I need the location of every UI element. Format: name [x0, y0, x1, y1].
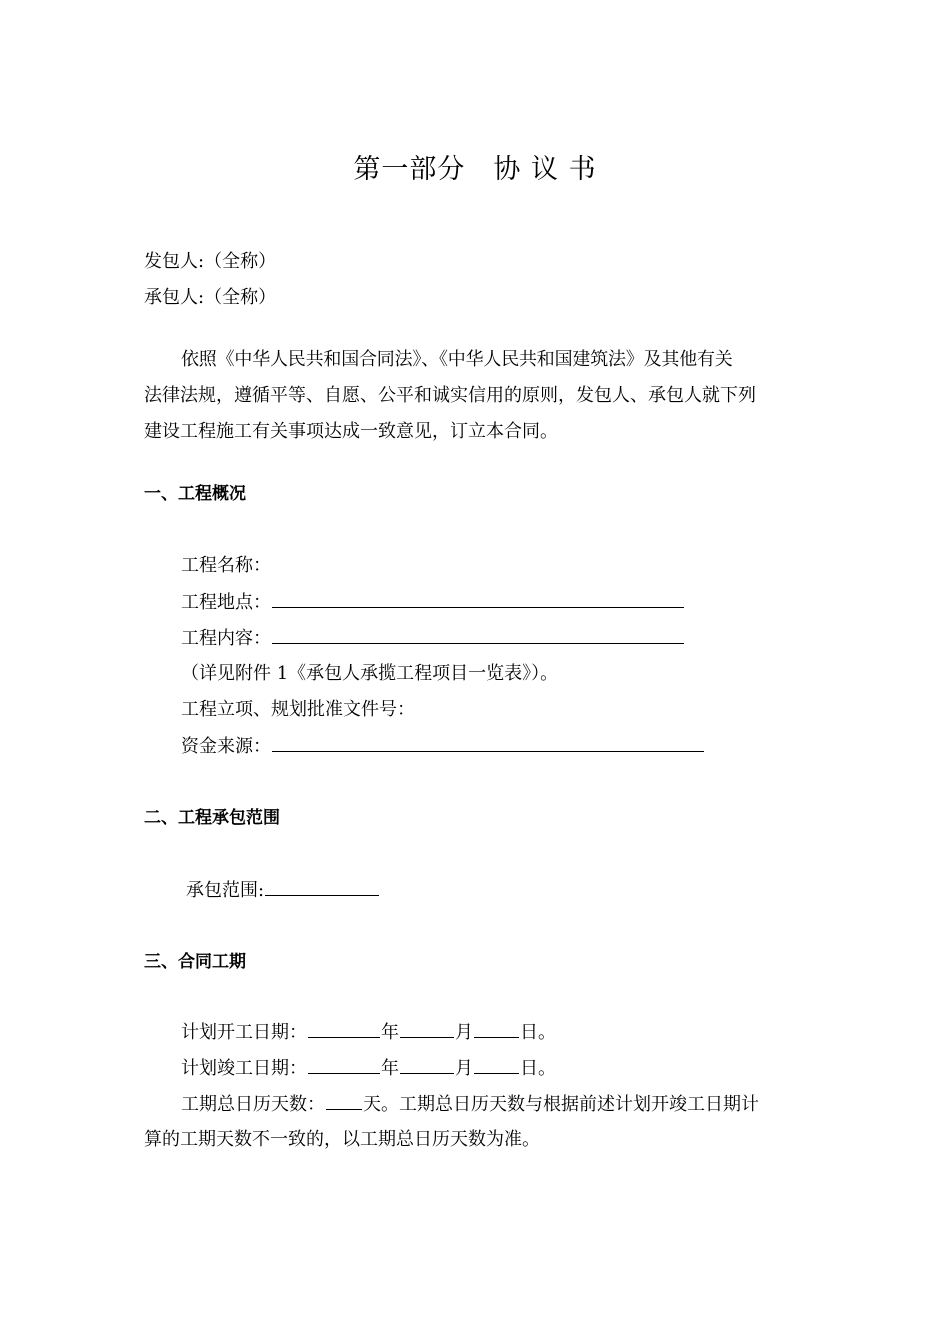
section-3-heading: 三、合同工期	[144, 952, 246, 972]
completion-day-blank[interactable]	[474, 1056, 519, 1074]
see-attachment-note: （详见附件 1《承包人承揽工程项目一览表》）。	[181, 663, 559, 684]
project-name-line	[181, 554, 271, 578]
employer-line: 发包人:（全称）	[144, 251, 277, 272]
funding-source-label: 资金来源：	[181, 736, 271, 757]
start-day-unit: 日。	[520, 1022, 556, 1043]
planned-completion-line	[181, 1056, 556, 1080]
scope-label: 承包范围:	[186, 880, 265, 901]
planned-completion-label: 计划竣工日期：	[181, 1058, 307, 1079]
project-content-line	[181, 626, 685, 650]
total-days-blank[interactable]	[326, 1092, 362, 1110]
approval-doc-line: 工程立项、规划批准文件号：	[181, 699, 415, 720]
completion-year-blank[interactable]	[308, 1056, 380, 1074]
intro-text-1: 依照《中华人民共和国合同法》、《中华人民共和国建筑法》及其他有关	[181, 349, 733, 370]
planned-start-line	[181, 1020, 556, 1044]
start-month-blank[interactable]	[400, 1020, 454, 1038]
funding-source-line	[181, 734, 705, 758]
start-year-unit: 年	[381, 1022, 399, 1043]
section-2-heading: 二、工程承包范围	[144, 808, 280, 828]
project-content-blank[interactable]	[272, 626, 684, 644]
document-title: 第一部分 协 议 书	[353, 154, 597, 185]
planned-start-label: 计划开工日期：	[181, 1022, 307, 1043]
funding-source-blank[interactable]	[272, 734, 704, 752]
intro-paragraph-line-1	[181, 348, 806, 372]
start-day-blank[interactable]	[474, 1020, 519, 1038]
total-days-unit: 天。工期总日历天数与根据前述计划开竣工日期计	[363, 1094, 759, 1115]
completion-month-unit: 月	[455, 1058, 473, 1079]
total-days-label: 工期总日历天数：	[181, 1094, 325, 1115]
contractor-line: 承包人:（全称）	[144, 287, 277, 308]
intro-paragraph-line-3: 建设工程施工有关事项达成一致意见，订立本合同。	[144, 421, 558, 442]
project-content-label: 工程内容：	[181, 628, 271, 649]
scope-blank[interactable]	[265, 878, 379, 896]
completion-day-unit: 日。	[520, 1058, 556, 1079]
scope-line	[186, 878, 380, 902]
start-year-blank[interactable]	[308, 1020, 380, 1038]
total-days-note: 算的工期天数不一致的，以工期总日历天数为准。	[144, 1129, 540, 1150]
project-location-line	[181, 590, 685, 614]
section-1-heading: 一、工程概况	[144, 484, 246, 504]
total-days-line	[181, 1092, 759, 1116]
project-location-blank[interactable]	[272, 590, 684, 608]
project-location-label: 工程地点：	[181, 592, 271, 613]
project-name-label: 工程名称：	[181, 555, 271, 576]
completion-year-unit: 年	[381, 1058, 399, 1079]
start-month-unit: 月	[455, 1022, 473, 1043]
completion-month-blank[interactable]	[400, 1056, 454, 1074]
intro-paragraph-line-2: 法律法规，遵循平等、自愿、公平和诚实信用的原则，发包人、承包人就下列	[144, 385, 756, 406]
